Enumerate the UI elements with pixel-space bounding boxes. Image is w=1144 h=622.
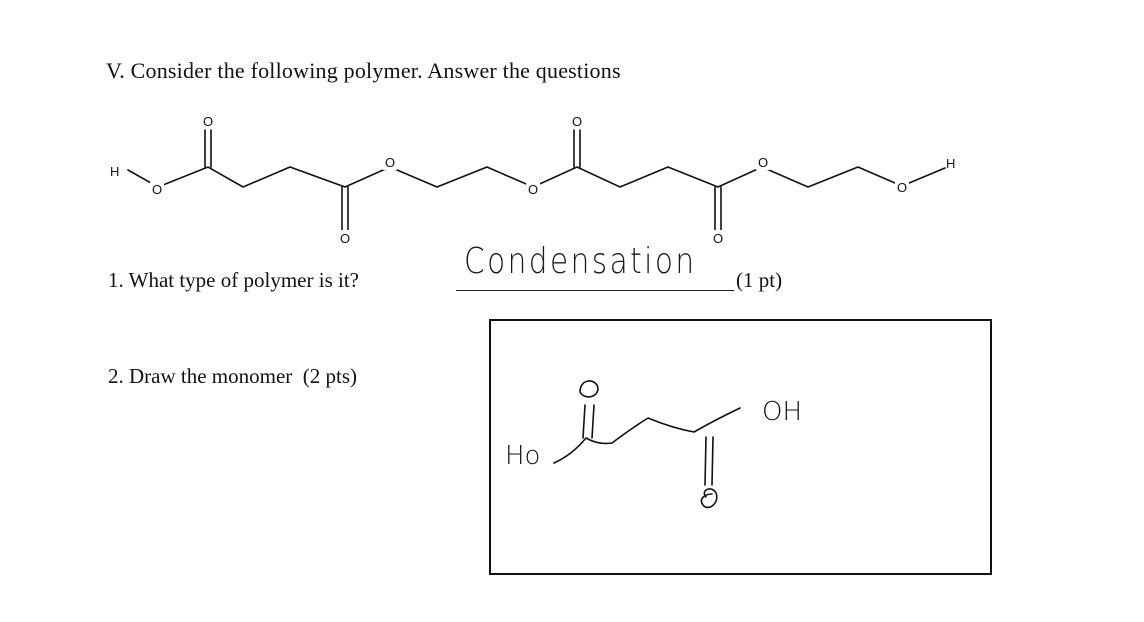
atom-oxygen: O — [758, 155, 769, 170]
atom-oxygen: O — [897, 180, 908, 195]
atom-carbonyl-oxygen: O — [340, 231, 351, 246]
question-1-points: (1 pt) — [736, 268, 783, 292]
question-2-label: 2. Draw the monomer — [108, 364, 293, 388]
hand-carbonyl-top-2 — [592, 405, 594, 438]
hand-oxygen-top — [580, 381, 598, 397]
atom-oxygen: O — [385, 155, 396, 170]
atom-h-left: H — [110, 164, 120, 179]
question-2-points: (2 pts) — [302, 364, 358, 388]
atom-carbonyl-oxygen: O — [713, 231, 724, 246]
hand-carbonyl-bottom-1 — [705, 437, 706, 485]
hand-oh-label: OH — [762, 397, 803, 427]
hand-carbonyl-bottom-2 — [712, 437, 713, 485]
atom-carbonyl-oxygen: O — [572, 114, 583, 129]
hand-oxygen-bottom — [701, 489, 716, 508]
question-header: V. Consider the following polymer. Answer the questions — [106, 58, 621, 83]
hand-ho-label: Ho — [505, 441, 541, 471]
handwritten-answer: Condensation — [464, 241, 697, 282]
atom-oxygen: O — [152, 182, 163, 197]
question-1-text: 1. What type of polymer is it? — [108, 268, 359, 292]
atom-oxygen: O — [528, 182, 539, 197]
atom-carbonyl-oxygen: O — [203, 114, 214, 129]
hand-carbonyl-top-1 — [583, 405, 585, 438]
atom-h-right: H — [946, 156, 956, 171]
